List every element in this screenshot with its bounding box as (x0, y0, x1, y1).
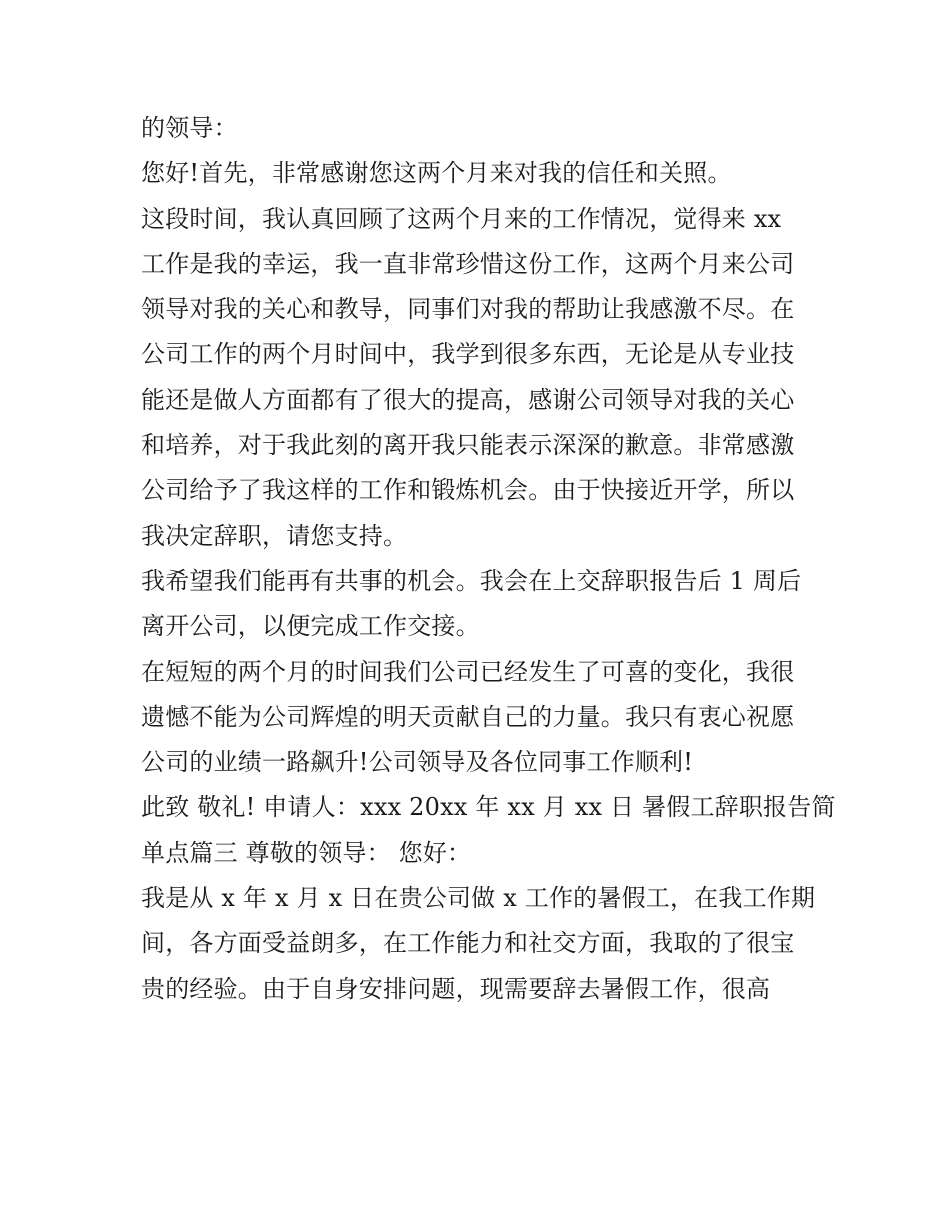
text-line-11: 我希望我们能再有共事的机会。我会在上交辞职报告后 1 周后 (141, 566, 802, 595)
text-line-4: 工作是我的幸运，我一直非常珍惜这份工作，这两个月来公司 (141, 249, 795, 278)
text-line-3: 这段时间，我认真回顾了这两个月来的工作情况，觉得来 xx (141, 204, 782, 233)
text-line-20: 贵的经验。由于自身安排问题，现需要辞去暑假工作，很高 (141, 974, 771, 1003)
text-line-14: 遗憾不能为公司辉煌的明天贡献自己的力量。我只有衷心祝愿 (141, 702, 795, 731)
text-line-15: 公司的业绩一路飙升!公司领导及各位同事工作顺利! (141, 748, 694, 777)
text-line-10: 我决定辞职，请您支持。 (141, 521, 408, 550)
document-body (141, 106, 836, 1012)
text-line-8: 和培养，对于我此刻的离开我只能表示深深的歉意。非常感激 (141, 431, 795, 460)
text-line-17: 单点篇三 尊敬的领导： 您好： (141, 838, 472, 867)
text-line-9: 公司给予了我这样的工作和锻炼机会。由于快接近开学，所以 (141, 476, 795, 505)
text-line-2: 您好!首先，非常感谢您这两个月来对我的信任和关照。 (141, 159, 732, 188)
text-line-13: 在短短的两个月的时间我们公司已经发生了可喜的变化，我很 (141, 657, 795, 686)
text-line-1: 的领导： (141, 114, 238, 142)
text-line-12: 离开公司，以便完成工作交接。 (141, 612, 480, 641)
text-line-7: 能还是做人方面都有了很大的提高，感谢公司领导对我的关心 (141, 385, 795, 414)
text-line-5: 领导对我的关心和教导，同事们对我的帮助让我感激不尽。在 (141, 295, 795, 324)
text-line-19: 间，各方面受益朗多，在工作能力和社交方面，我取的了很宝 (141, 929, 795, 958)
text-line-18: 我是从 x 年 x 月 x 日在贵公司做 x 工作的暑假工，在我工作期 (141, 884, 816, 913)
text-line-6: 公司工作的两个月时间中，我学到很多东西，无论是从专业技 (141, 340, 795, 369)
text-line-16: 此致 敬礼! 申请人：xxx 20xx 年 xx 月 xx 日 暑假工辞职报告简 (141, 793, 836, 822)
